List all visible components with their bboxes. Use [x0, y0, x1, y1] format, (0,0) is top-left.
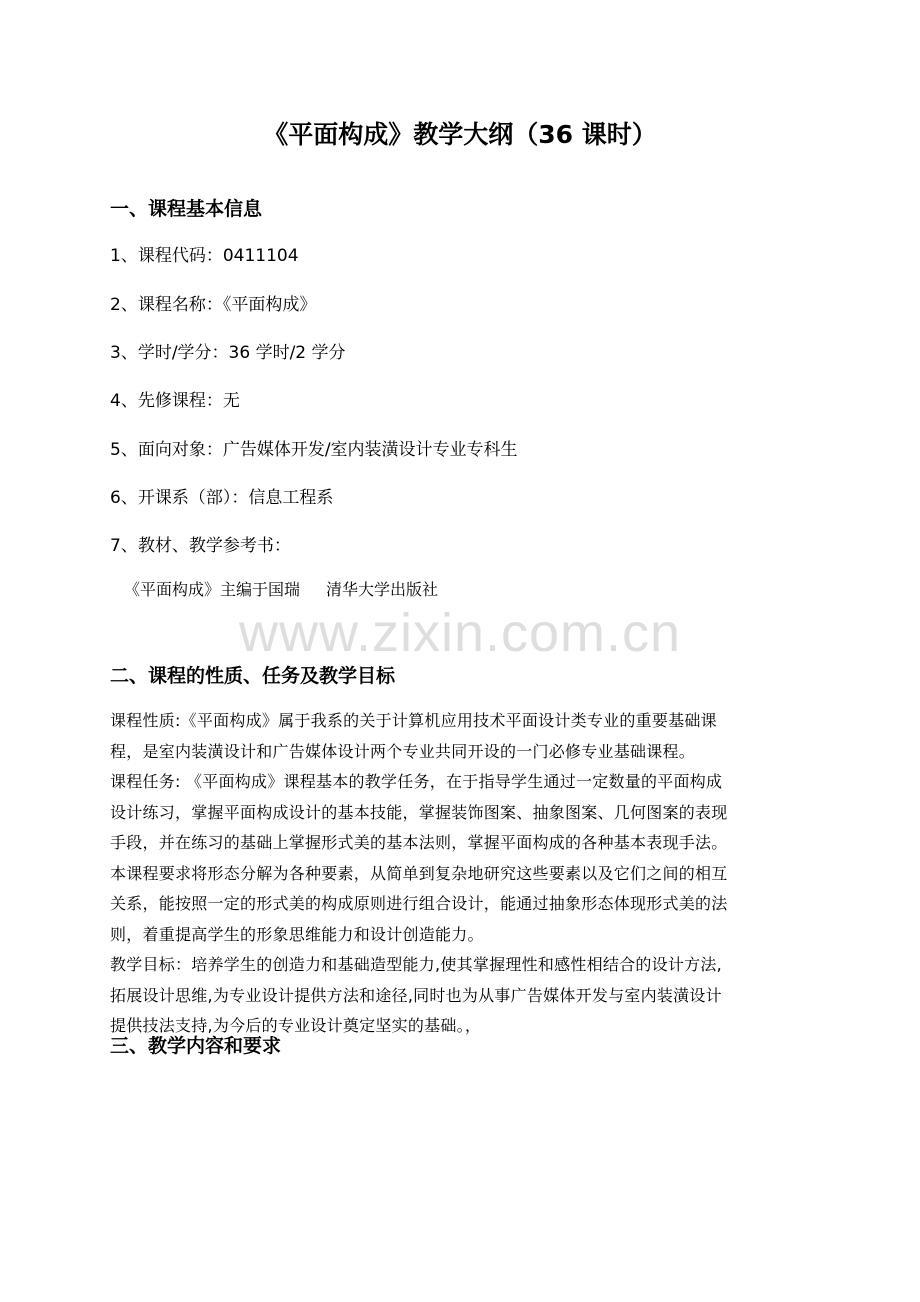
paragraph-line: 课程任务: 《平面构成》课程基本的教学任务，在于指导学生通过一定数量的平面构成: [110, 772, 723, 791]
paragraph-line: 教学目标：培养学生的创造力和基础造型能力,使其掌握理性和感性相结合的设计方法,: [110, 955, 722, 974]
section2-heading: 二、课程的性质、任务及教学目标: [110, 665, 396, 687]
info-hours-credits: 3、学时/学分：36 学时/2 学分: [110, 343, 346, 363]
paragraph-line: 设计练习，掌握平面构成设计的基本技能，掌握装饰图案、抽象图案、几何图案的表现: [110, 802, 728, 822]
watermark: www.zixin.com.cn: [238, 603, 682, 663]
info-course-code: 1、课程代码：0411104: [110, 246, 299, 266]
paragraph-line: 课程性质:《平面构成》属于我系的关于计算机应用技术平面设计类专业的重要基础课: [110, 711, 717, 730]
document-title: 《平面构成》教学大纲（36 课时）: [263, 120, 657, 149]
section3-heading: 三、教学内容和要求: [110, 1035, 282, 1057]
paragraph-line: 程，是室内装潢设计和广告媒体设计两个专业共同开设的一门必修专业基础课程。: [110, 741, 696, 761]
paragraph-line: 则，着重提高学生的形象思维能力和设计创造能力。: [110, 924, 484, 944]
paragraph-line: 提供技法支持,为今后的专业设计奠定坚实的基础。，: [110, 1016, 482, 1035]
info-course-name: 2、课程名称：《平面构成》: [110, 295, 317, 315]
info-department: 6、开课系（部）：信息工程系: [110, 488, 334, 508]
textbook-entry: [124, 576, 438, 604]
section2-body: [110, 706, 812, 1042]
info-target-students: 5、面向对象：广告媒体开发/室内装潢设计专业专科生: [110, 440, 518, 460]
paragraph-line: 拓展设计思维,为专业设计提供方法和途径,同时也为从事广告媒体开发与室内装潢设计: [110, 985, 722, 1005]
textbook-title: 《平面构成》主编于国瑞: [124, 580, 301, 599]
textbook-publisher: 清华大学出版社: [326, 580, 439, 599]
info-textbooks: 7、教材、教学参考书：: [110, 536, 291, 556]
paragraph-line: 关系，能按照一定的形式美的构成原则进行组合设计，能通过抽象形态体现形式美的法: [110, 894, 728, 913]
paragraph-line: 手段，并在练习的基础上掌握形式美的基本法则，掌握平面构成的各种基本表现手法。: [110, 833, 728, 852]
paragraph-line: 本课程要求将形态分解为各种要素，从简单到复杂地研究这些要素以及它们之间的相互: [110, 863, 728, 883]
info-prerequisite: 4、先修课程：无: [110, 391, 240, 411]
section1-heading: 一、课程基本信息: [110, 198, 263, 220]
